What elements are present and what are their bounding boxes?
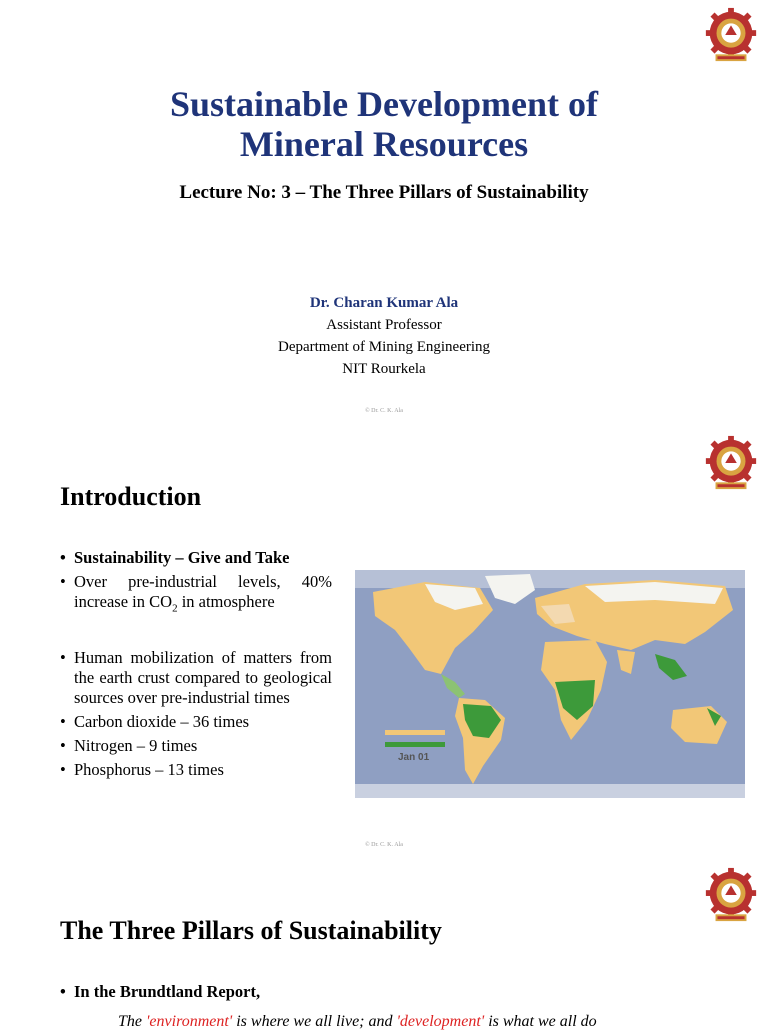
title-slide	[0, 0, 768, 430]
title-line-2: Mineral Resources	[239, 124, 529, 164]
bullet-list	[60, 548, 332, 784]
bullet-item: • Sustainability – Give and Take	[60, 548, 332, 568]
bullet-item: • Carbon dioxide – 36 times	[60, 712, 332, 732]
nit-rourkela-logo	[702, 434, 760, 492]
author-name: Dr. Charan Kumar Ala	[309, 295, 459, 311]
bullet-item: • Human mobilization of matters from the earth crust compared to geological sources over pre-industrial times	[60, 648, 332, 708]
slide-heading: Introduction	[60, 482, 202, 511]
bullet-item: • Nitrogen – 9 times	[60, 736, 332, 756]
copyright-footer: © Dr. C. K. Ala	[365, 408, 403, 414]
nit-rourkela-logo	[702, 6, 760, 64]
author-department: Department of Mining Engineering	[277, 339, 491, 355]
three-pillars-slide	[0, 862, 768, 1030]
bullet-list	[60, 982, 740, 1002]
map-date-label: Jan 01	[398, 752, 430, 763]
slide-heading: The Three Pillars of Sustainability	[60, 916, 442, 945]
copyright-footer: © Dr. C. K. Ala	[365, 842, 403, 848]
bullet-item: • Over pre-industrial levels, 40% increase in $CO_2$ in atmosphere	[60, 572, 332, 618]
title-line-1: Sustainable Development of	[169, 84, 598, 124]
presentation-title	[0, 84, 768, 164]
introduction-slide	[0, 430, 768, 862]
brundtland-quote: The 'environment' is where we all live; and 'development' is what we all do	[118, 1013, 597, 1030]
author-role: Assistant Professor	[326, 317, 442, 333]
nit-rourkela-logo	[702, 866, 760, 924]
author-block	[0, 292, 768, 380]
bullet-item: • In the Brundtland Report,	[60, 982, 740, 1002]
bullet-item: • Phosphorus – 13 times	[60, 760, 332, 780]
lecture-subtitle: Lecture No: 3 – The Three Pillars of Sustainability	[179, 182, 589, 203]
world-vegetation-map	[355, 570, 745, 798]
author-institute: NIT Rourkela	[342, 361, 426, 377]
